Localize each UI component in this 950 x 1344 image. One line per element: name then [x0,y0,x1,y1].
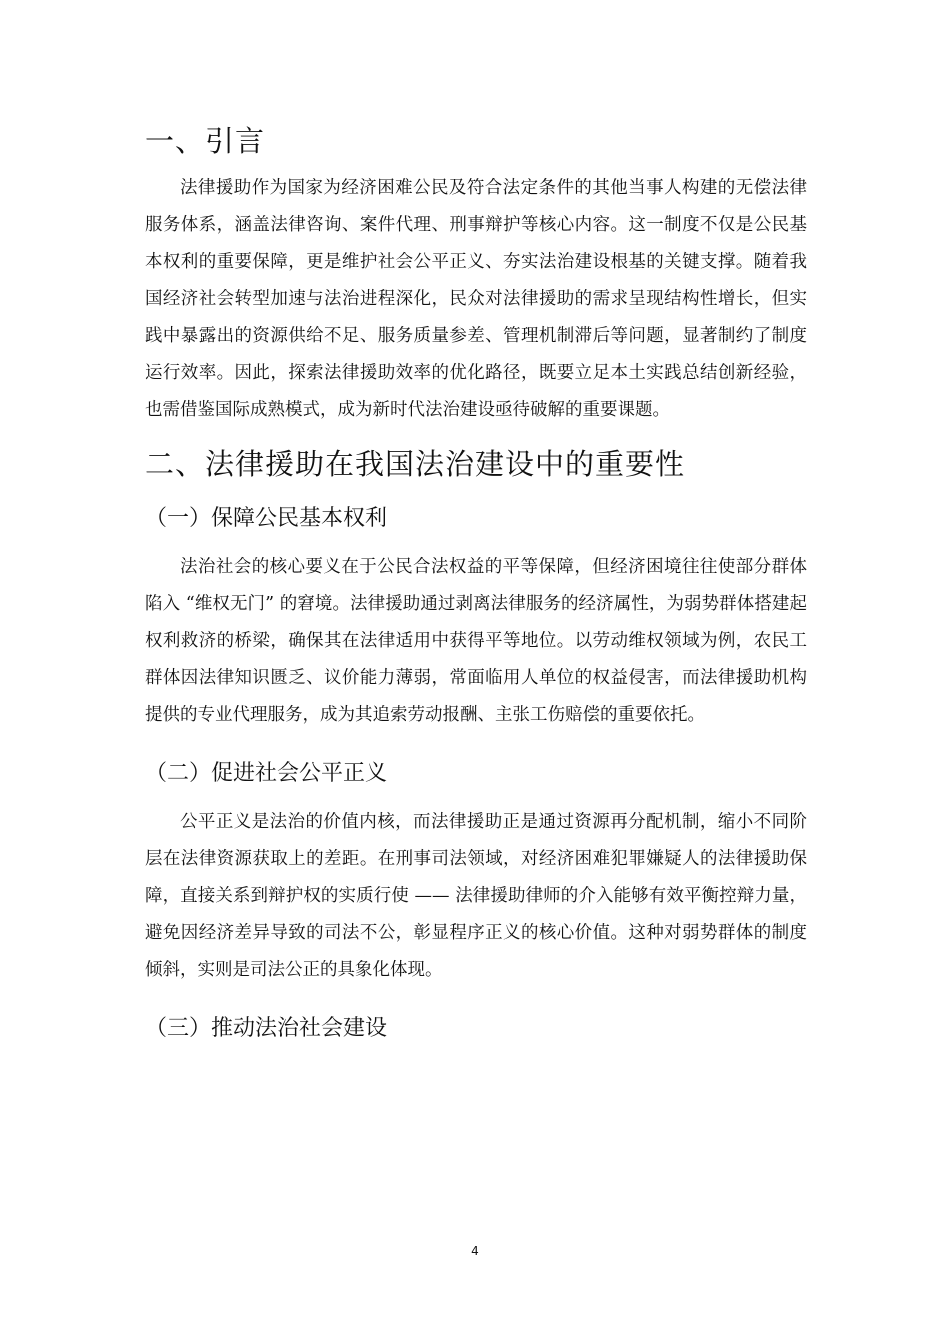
section-heading-importance: 二、法律援助在我国法治建设中的重要性 [145,447,686,481]
basic-rights-paragraph: 法治社会的核心要义在于公民合法权益的平等保障，但经济困境往往使部分群体陷入 “维权无门” 的窘境。法律援助通过剥离法律服务的经济属性，为弱势群体搭建起权利救济的桥梁，确保其在法律适用中获得平等地位。以劳动维权领域为例，农民工群体因法律知识匮乏、议价能力薄弱，常面临用人单位的权益侵害，而法律援助机构提供的专业代理服务，成为其追索劳动报酬、主张工伤赔偿的重要依托。 [145,557,807,725]
section-heading-introduction: 一、引言 [145,124,266,158]
page-number: 4 [471,1244,479,1258]
introduction-paragraph: 法律援助作为国家为经济困难公民及符合法定条件的其他当事人构建的无偿法律服务体系，涵盖法律咨询、案件代理、刑事辩护等核心内容。这一制度不仅是公民基本权利的重要保障，更是维护社会公平正义、夯实法治建设根基的关键支撑。随着我国经济社会转型加速与法治进程深化，民众对法律援助的需求呈现结构性增长，但实践中暴露出的资源供给不足、服务质量参差、管理机制滞后等问题，显著制约了制度运行效率。因此，探索法律援助效率的优化路径，既要立足本土实践总结创新经验，也需借鉴国际成熟模式，成为新时代法治建设亟待破解的重要课题。 [145,178,807,420]
fairness-justice-paragraph: 公平正义是法治的价值内核，而法律援助正是通过资源再分配机制，缩小不同阶层在法律资源获取上的差距。在刑事司法领域，对经济困难犯罪嫌疑人的法律援助保障，直接关系到辩护权的实质行使 —— 法律援助律师的介入能够有效平衡控辩力量，避免因经济差异导致的司法不公，彰显程序正义的核心价值。这种对弱势群体的制度倾斜，实则是司法公正的具象化体现。 [145,812,807,980]
page-content [145,118,807,1059]
subsection-heading-rule-of-law-society: （三）推动法治社会建设 [145,1016,388,1041]
subsection-heading-fairness-justice: （二）促进社会公平正义 [145,761,388,786]
subsection-heading-basic-rights: （一）保障公民基本权利 [145,506,388,531]
